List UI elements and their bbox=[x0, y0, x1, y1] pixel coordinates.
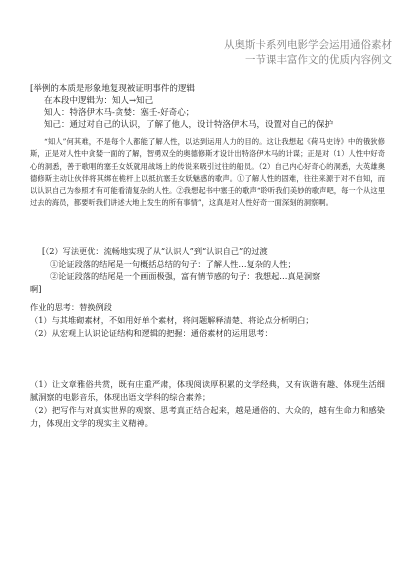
analysis-line2: ①论证段落的结尾是一句概括总结的句子：了解人性…复杂的人性； bbox=[50, 258, 296, 269]
analysis-section bbox=[30, 245, 385, 295]
section-zhiren-line: 知人：特洛伊木马-贪婪：塞壬-好奇心； bbox=[44, 108, 195, 118]
header-title-line2: 一节课丰富作文的优质内容例文 bbox=[245, 54, 392, 66]
section-title: [举例的本质是形象地复现被证明事件的逻辑 bbox=[30, 84, 195, 94]
section-zhiji-line: 知己：通过对自己的认识，了解了他人，设计特洛伊木马，设置对自己的保护 bbox=[44, 120, 334, 130]
example-paragraph: “知人”何其难，不是每个人都能了解人性，以达到运用人力的目的。这让我想起《荷马史诗》中的俄狄修斯，正是对人性中贪婪一面的了解，智勇双全的奥德修斯才设计出特洛伊木马的计谋；正是对（1）人性中好奇心的洞悉，善于歌唱的塞壬女妖就用战场上的传说来吸引过往的船员。（2）自己内心好奇心的洞悉，大英雄奥德修斯主动让伙伴将其绑在桅杆上以抵抗塞壬女妖魅惑的歌声。①了解人性的固难，往往来源于对不自知，而以认识自己为参照才有可能看清复杂的人性。②我想起书中塞壬的歌声“聆听我们美妙的歌声吧，每一个从这里过去的海员，都要听我们讲述大地上发生的所有事情”，这真是对人性好奇一面深刻的洞察啊。 bbox=[30, 137, 385, 208]
homework-section bbox=[30, 301, 385, 340]
homework-item2: （2）从宏观上认识论证结构和逻辑的把握：通俗素材的运用思考： bbox=[30, 328, 273, 338]
logic-section bbox=[30, 84, 385, 131]
conclusion-para2: （2）把写作与对真实世界的观察、思考真正结合起来，越是通俗的、大众的，越有生命力和感染力，体现出文学的现实主义精神。 bbox=[30, 405, 385, 428]
homework-title: 作业的思考：替换例段 bbox=[30, 302, 112, 312]
section-logic-line: 在本段中逻辑为：知人→知己 bbox=[44, 96, 154, 106]
analysis-line1: [（2）写法更优：流畅地实现了从“认识人”到“认识自己”的过渡 bbox=[42, 246, 268, 256]
analysis-line3: ②论证段落的结尾是一个画面极强，富有情节感的句子：我想起…真是洞察 bbox=[50, 271, 321, 281]
conclusion-para1: （1）让文章雅俗共赏，既有庄重严肃，体现阅读厚积累的文学经典，又有诙谐有趣、体现生活细腻洞察的电影音乐，体现出语文学科的综合素养； bbox=[30, 379, 385, 402]
header-title-line1: 从奥斯卡系列电影学会运用通俗素材 bbox=[224, 39, 392, 51]
homework-item1: （1）与其堆砌素材，不如用好单个素材，将问题解释清楚、将论点分析明白； bbox=[30, 315, 314, 325]
conclusion-section bbox=[30, 378, 385, 430]
analysis-line4: 啊] bbox=[30, 283, 42, 294]
